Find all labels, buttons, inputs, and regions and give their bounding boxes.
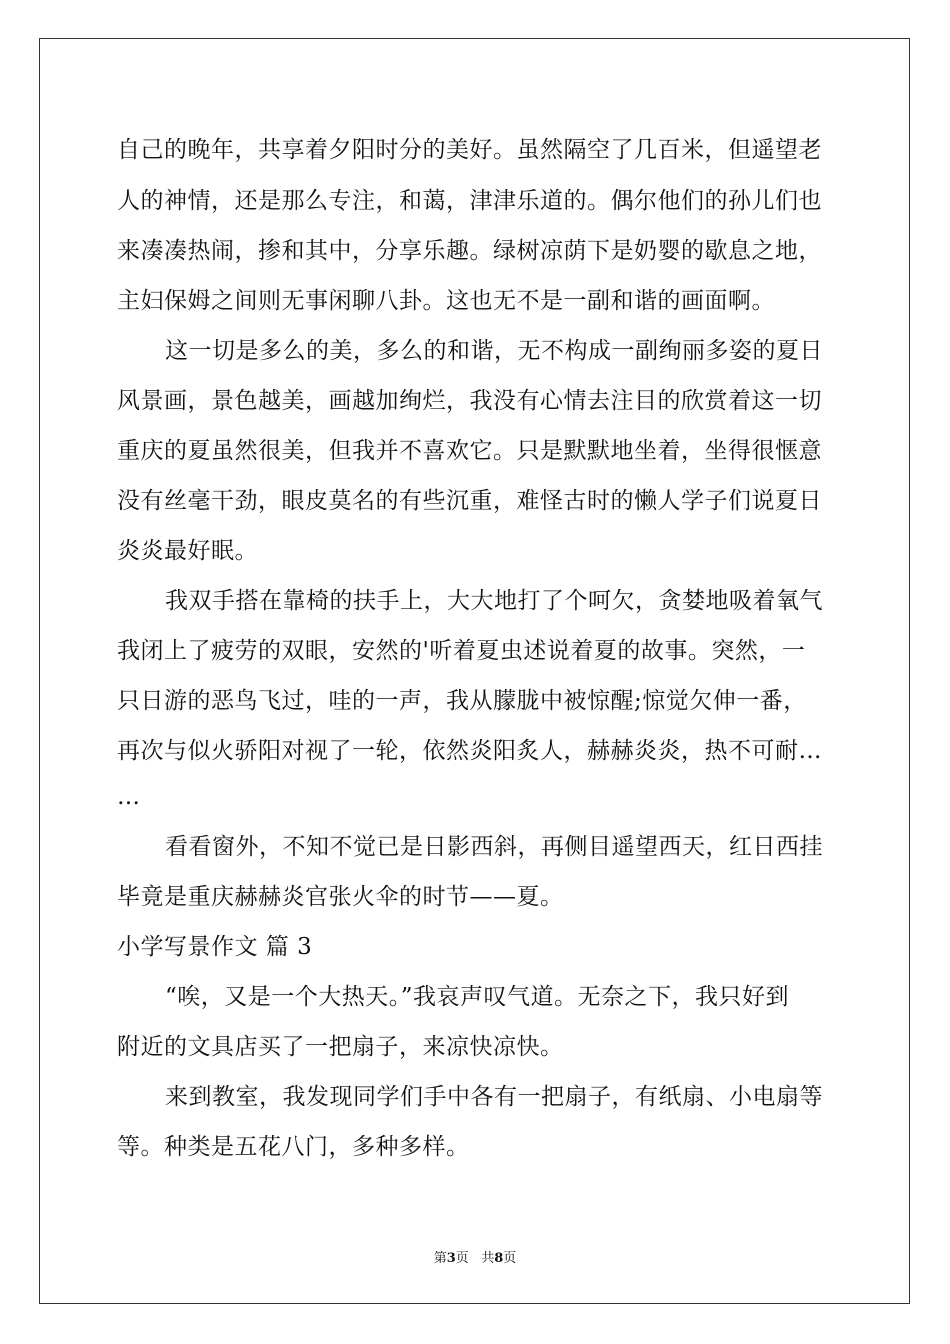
text-line: 主妇保姆之间则无事闲聊八卦。这也无不是一副和谐的画面啊。: [117, 288, 775, 314]
paragraph-start-line: 看看窗外，不知不觉已是日影西斜，再侧目遥望西天，红日西挂: [165, 834, 823, 860]
text-line: …: [117, 784, 141, 810]
page-border: [39, 38, 910, 1304]
section-heading: 小学写景作文 篇 3: [117, 934, 313, 960]
text-line: 自己的晚年，共享着夕阳时分的美好。虽然隔空了几百米，但遥望老: [117, 137, 822, 163]
text-line: 只日游的恶鸟飞过，哇的一声，我从朦胧中被惊醒;惊觉欠伸一番，: [117, 688, 807, 714]
text-line: 风景画，景色越美，画越加绚烂，我没有心情去注目的欣赏着这一切: [117, 388, 822, 414]
footer-total-suffix: 页: [503, 1251, 517, 1266]
footer-page-suffix: 页: [455, 1251, 469, 1266]
text-line: 附近的文具店买了一把扇子，来凉快凉快。: [117, 1034, 564, 1060]
paragraph-start-line: “唉，又是一个大热天。”我哀声叹气道。无奈之下，我只好到: [165, 984, 790, 1010]
text-line: 炎炎最好眠。: [117, 538, 258, 564]
text-line: 等。种类是五花八门，多种多样。: [117, 1134, 470, 1160]
text-line: 毕竟是重庆赫赫炎官张火伞的时节——夏。: [117, 884, 564, 910]
paragraph-start-line: 这一切是多么的美，多么的和谐，无不构成一副绚丽多姿的夏日: [165, 338, 823, 364]
text-line: 人的神情，还是那么专注，和蔼，津津乐道的。偶尔他们的孙儿们也: [117, 188, 822, 214]
footer-total-prefix: 共: [481, 1251, 495, 1266]
page-footer: [0, 1247, 950, 1266]
text-line: 我闭上了疲劳的双眼，安然的'听着夏虫述说着夏的故事。突然，一: [117, 638, 806, 664]
text-line: 重庆的夏虽然很美，但我并不喜欢它。只是默默地坐着，坐得很惬意: [117, 438, 822, 464]
paragraph-start-line: 我双手搭在靠椅的扶手上，大大地打了个呵欠，贪婪地吸着氧气: [165, 588, 823, 614]
text-line: 再次与似火骄阳对视了一轮，依然炎阳炙人，赫赫炎炎，热不可耐…: [117, 738, 822, 764]
text-line: 没有丝毫干劲，眼皮莫名的有些沉重，难怪古时的懒人学子们说夏日: [117, 488, 822, 514]
text-line: 来凑凑热闹，掺和其中，分享乐趣。绿树凉荫下是奶婴的歇息之地，: [117, 238, 822, 264]
total-page-number: 8: [494, 1251, 504, 1266]
paragraph-start-line: 来到教室，我发现同学们手中各有一把扇子，有纸扇、小电扇等: [165, 1084, 823, 1110]
footer-prefix: 第: [433, 1251, 447, 1266]
current-page-number: 3: [446, 1251, 456, 1266]
